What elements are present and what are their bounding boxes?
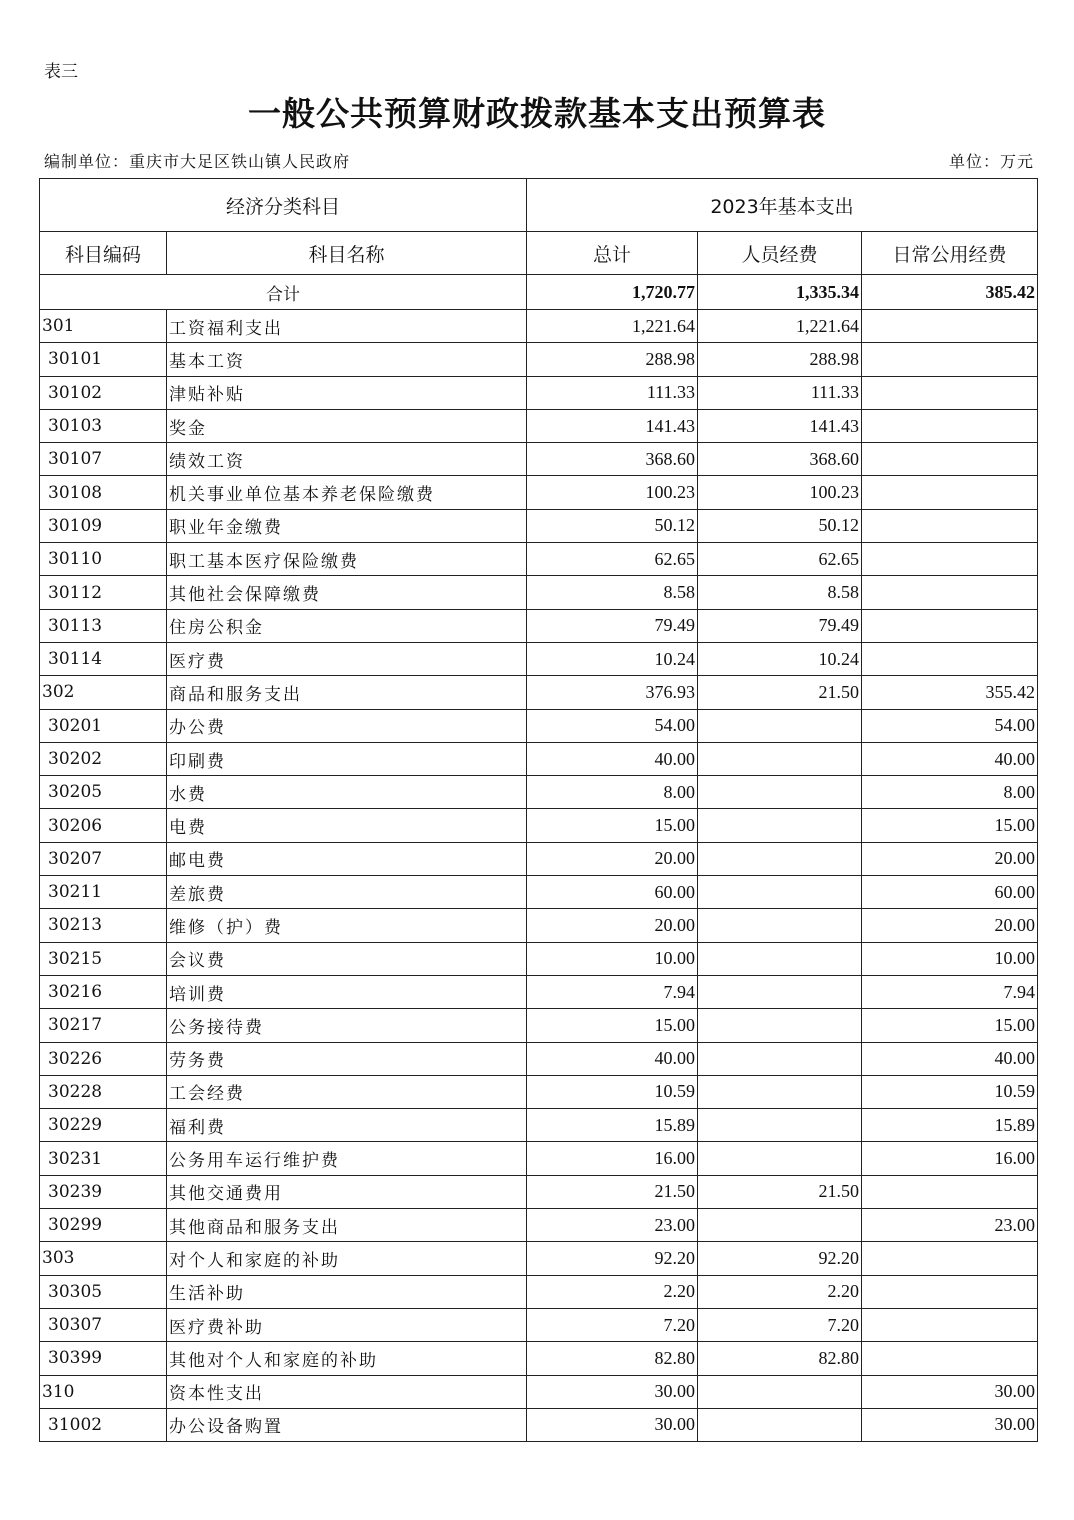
table-row bbox=[40, 1275, 1038, 1308]
personnel-amount bbox=[698, 876, 862, 909]
account-code: 30114 bbox=[40, 642, 167, 675]
total-amount: 50.12 bbox=[527, 509, 698, 542]
account-name: 工资福利支出 bbox=[167, 310, 527, 343]
account-code: 30211 bbox=[40, 876, 167, 909]
public-amount: 355.42 bbox=[862, 676, 1038, 709]
public-amount: 7.94 bbox=[862, 975, 1038, 1008]
public-amount bbox=[862, 476, 1038, 509]
personnel-amount bbox=[698, 909, 862, 942]
account-code: 30112 bbox=[40, 576, 167, 609]
table-row bbox=[40, 1075, 1038, 1108]
table-row bbox=[40, 343, 1038, 376]
total-amount: 100.23 bbox=[527, 476, 698, 509]
personnel-amount: 368.60 bbox=[698, 443, 862, 476]
personnel-amount: 10.24 bbox=[698, 642, 862, 675]
total-amount: 288.98 bbox=[527, 343, 698, 376]
total-amount: 21.50 bbox=[527, 1175, 698, 1208]
public-amount: 15.00 bbox=[862, 1009, 1038, 1042]
total-amount: 8.58 bbox=[527, 576, 698, 609]
public-amount bbox=[862, 1308, 1038, 1341]
total-amount: 30.00 bbox=[527, 1408, 698, 1441]
table-row bbox=[40, 1242, 1038, 1275]
personnel-amount bbox=[698, 809, 862, 842]
account-code: 30217 bbox=[40, 1009, 167, 1042]
account-name: 生活补助 bbox=[167, 1275, 527, 1308]
total-amount: 40.00 bbox=[527, 742, 698, 775]
table-row bbox=[40, 1175, 1038, 1208]
total-amount: 8.00 bbox=[527, 776, 698, 809]
total-amount: 376.93 bbox=[527, 676, 698, 709]
account-name: 维修（护）费 bbox=[167, 909, 527, 942]
account-name: 机关事业单位基本养老保险缴费 bbox=[167, 476, 527, 509]
personnel-amount bbox=[698, 1109, 862, 1142]
account-name: 工会经费 bbox=[167, 1075, 527, 1108]
total-amount: 10.59 bbox=[527, 1075, 698, 1108]
account-code: 30299 bbox=[40, 1209, 167, 1242]
account-name: 差旅费 bbox=[167, 876, 527, 909]
table-row bbox=[40, 1308, 1038, 1341]
personnel-amount bbox=[698, 742, 862, 775]
public-amount: 60.00 bbox=[862, 876, 1038, 909]
account-code: 30215 bbox=[40, 942, 167, 975]
table-row bbox=[40, 1042, 1038, 1075]
total-amount: 15.89 bbox=[527, 1109, 698, 1142]
account-name: 公务用车运行维护费 bbox=[167, 1142, 527, 1175]
personnel-amount: 141.43 bbox=[698, 409, 862, 442]
account-code: 30206 bbox=[40, 809, 167, 842]
personnel-amount: 21.50 bbox=[698, 676, 862, 709]
account-code: 303 bbox=[40, 1242, 167, 1275]
personnel-amount: 7.20 bbox=[698, 1308, 862, 1341]
account-name: 印刷费 bbox=[167, 742, 527, 775]
public-amount bbox=[862, 509, 1038, 542]
public-amount: 20.00 bbox=[862, 842, 1038, 875]
total-amount: 111.33 bbox=[527, 376, 698, 409]
table-row bbox=[40, 809, 1038, 842]
total-amount: 16.00 bbox=[527, 1142, 698, 1175]
header-row-group bbox=[40, 179, 1038, 232]
public-amount: 15.89 bbox=[862, 1109, 1038, 1142]
page-title: 一般公共预算财政拨款基本支出预算表 bbox=[248, 94, 826, 133]
table-row bbox=[40, 543, 1038, 576]
public-amount: 15.00 bbox=[862, 809, 1038, 842]
compiler-unit-label: 编制单位：重庆市大足区铁山镇人民政府 bbox=[44, 152, 351, 171]
account-name: 其他社会保障缴费 bbox=[167, 576, 527, 609]
account-code: 30101 bbox=[40, 343, 167, 376]
total-amount: 82.80 bbox=[527, 1342, 698, 1375]
total-amount: 141.43 bbox=[527, 409, 698, 442]
personnel-amount bbox=[698, 776, 862, 809]
account-name: 其他交通费用 bbox=[167, 1175, 527, 1208]
account-name: 绩效工资 bbox=[167, 443, 527, 476]
total-amount: 15.00 bbox=[527, 1009, 698, 1042]
table-row bbox=[40, 376, 1038, 409]
account-code: 30102 bbox=[40, 376, 167, 409]
account-code: 30307 bbox=[40, 1308, 167, 1341]
total-amount: 30.00 bbox=[527, 1375, 698, 1408]
account-code: 302 bbox=[40, 676, 167, 709]
personnel-amount: 79.49 bbox=[698, 609, 862, 642]
personnel-amount bbox=[698, 1408, 862, 1441]
account-name: 职工基本医疗保险缴费 bbox=[167, 543, 527, 576]
total-row bbox=[40, 275, 1038, 310]
account-name: 电费 bbox=[167, 809, 527, 842]
table-row bbox=[40, 876, 1038, 909]
table-row bbox=[40, 942, 1038, 975]
account-name: 医疗费 bbox=[167, 642, 527, 675]
account-name: 办公设备购置 bbox=[167, 1408, 527, 1441]
account-name: 医疗费补助 bbox=[167, 1308, 527, 1341]
account-name: 公务接待费 bbox=[167, 1009, 527, 1042]
personnel-amount: 2.20 bbox=[698, 1275, 862, 1308]
header-name: 科目名称 bbox=[167, 232, 527, 275]
header-year-group: 2023年基本支出 bbox=[527, 179, 1038, 232]
personnel-amount bbox=[698, 1042, 862, 1075]
personnel-amount bbox=[698, 842, 862, 875]
personnel-amount bbox=[698, 1142, 862, 1175]
total-amount: 23.00 bbox=[527, 1209, 698, 1242]
account-name: 劳务费 bbox=[167, 1042, 527, 1075]
public-amount bbox=[862, 343, 1038, 376]
account-code: 30231 bbox=[40, 1142, 167, 1175]
personnel-amount bbox=[698, 709, 862, 742]
personnel-amount: 111.33 bbox=[698, 376, 862, 409]
table-row bbox=[40, 1109, 1038, 1142]
account-code: 30399 bbox=[40, 1342, 167, 1375]
page-label: 表三 bbox=[44, 62, 78, 82]
total-amount: 10.00 bbox=[527, 942, 698, 975]
personnel-amount: 100.23 bbox=[698, 476, 862, 509]
account-name: 职业年金缴费 bbox=[167, 509, 527, 542]
total-amount: 54.00 bbox=[527, 709, 698, 742]
total-amount: 92.20 bbox=[527, 1242, 698, 1275]
table-row bbox=[40, 609, 1038, 642]
total-amount: 15.00 bbox=[527, 809, 698, 842]
account-code: 30103 bbox=[40, 409, 167, 442]
public-amount bbox=[862, 310, 1038, 343]
table-row bbox=[40, 709, 1038, 742]
table-row bbox=[40, 1009, 1038, 1042]
account-code: 30110 bbox=[40, 543, 167, 576]
personnel-amount: 92.20 bbox=[698, 1242, 862, 1275]
public-amount bbox=[862, 576, 1038, 609]
account-code: 30216 bbox=[40, 975, 167, 1008]
account-code: 30113 bbox=[40, 609, 167, 642]
table-row bbox=[40, 310, 1038, 343]
account-code: 30205 bbox=[40, 776, 167, 809]
total-amount: 79.49 bbox=[527, 609, 698, 642]
personnel-amount: 288.98 bbox=[698, 343, 862, 376]
total-amount: 20.00 bbox=[527, 909, 698, 942]
personnel-amount bbox=[698, 1375, 862, 1408]
account-code: 30229 bbox=[40, 1109, 167, 1142]
header-econ-category: 经济分类科目 bbox=[40, 179, 527, 232]
total-amount: 368.60 bbox=[527, 443, 698, 476]
total-public: 385.42 bbox=[862, 275, 1038, 310]
account-name: 商品和服务支出 bbox=[167, 676, 527, 709]
account-code: 310 bbox=[40, 1375, 167, 1408]
total-amount: 20.00 bbox=[527, 842, 698, 875]
total-amount: 1,221.64 bbox=[527, 310, 698, 343]
account-code: 30108 bbox=[40, 476, 167, 509]
total-personnel: 1,335.34 bbox=[698, 275, 862, 310]
currency-unit-label: 单位：万元 bbox=[948, 152, 1034, 171]
table-row bbox=[40, 842, 1038, 875]
account-code: 301 bbox=[40, 310, 167, 343]
table-row bbox=[40, 1209, 1038, 1242]
table-row bbox=[40, 509, 1038, 542]
personnel-amount bbox=[698, 975, 862, 1008]
account-name: 奖金 bbox=[167, 409, 527, 442]
public-amount: 40.00 bbox=[862, 1042, 1038, 1075]
account-code: 31002 bbox=[40, 1408, 167, 1441]
total-amount: 10.24 bbox=[527, 642, 698, 675]
public-amount bbox=[862, 1342, 1038, 1375]
account-name: 福利费 bbox=[167, 1109, 527, 1142]
account-code: 30109 bbox=[40, 509, 167, 542]
public-amount bbox=[862, 642, 1038, 675]
personnel-amount: 21.50 bbox=[698, 1175, 862, 1208]
account-name: 其他对个人和家庭的补助 bbox=[167, 1342, 527, 1375]
public-amount bbox=[862, 376, 1038, 409]
public-amount: 54.00 bbox=[862, 709, 1038, 742]
public-amount: 20.00 bbox=[862, 909, 1038, 942]
total-amount: 40.00 bbox=[527, 1042, 698, 1075]
public-amount bbox=[862, 409, 1038, 442]
header-total: 总计 bbox=[527, 232, 698, 275]
table-row bbox=[40, 409, 1038, 442]
account-name: 资本性支出 bbox=[167, 1375, 527, 1408]
total-amount: 60.00 bbox=[527, 876, 698, 909]
account-name: 其他商品和服务支出 bbox=[167, 1209, 527, 1242]
table-row bbox=[40, 642, 1038, 675]
personnel-amount: 50.12 bbox=[698, 509, 862, 542]
public-amount: 10.00 bbox=[862, 942, 1038, 975]
table-row bbox=[40, 576, 1038, 609]
public-amount: 16.00 bbox=[862, 1142, 1038, 1175]
personnel-amount: 82.80 bbox=[698, 1342, 862, 1375]
public-amount bbox=[862, 609, 1038, 642]
table-row bbox=[40, 1342, 1038, 1375]
account-code: 30202 bbox=[40, 742, 167, 775]
personnel-amount: 62.65 bbox=[698, 543, 862, 576]
public-amount: 8.00 bbox=[862, 776, 1038, 809]
header-row-columns bbox=[40, 232, 1038, 275]
public-amount bbox=[862, 1242, 1038, 1275]
account-name: 住房公积金 bbox=[167, 609, 527, 642]
public-amount bbox=[862, 1175, 1038, 1208]
account-code: 30213 bbox=[40, 909, 167, 942]
total-label: 合计 bbox=[40, 275, 527, 310]
table-row bbox=[40, 975, 1038, 1008]
account-name: 培训费 bbox=[167, 975, 527, 1008]
account-name: 津贴补贴 bbox=[167, 376, 527, 409]
header-public: 日常公用经费 bbox=[862, 232, 1038, 275]
table-row bbox=[40, 909, 1038, 942]
public-amount: 40.00 bbox=[862, 742, 1038, 775]
account-code: 30107 bbox=[40, 443, 167, 476]
account-code: 30228 bbox=[40, 1075, 167, 1108]
table-row bbox=[40, 676, 1038, 709]
total-amount: 7.94 bbox=[527, 975, 698, 1008]
account-code: 30239 bbox=[40, 1175, 167, 1208]
table-row bbox=[40, 1375, 1038, 1408]
personnel-amount bbox=[698, 1009, 862, 1042]
table-row bbox=[40, 443, 1038, 476]
table-row bbox=[40, 776, 1038, 809]
personnel-amount bbox=[698, 1209, 862, 1242]
account-code: 30207 bbox=[40, 842, 167, 875]
personnel-amount bbox=[698, 1075, 862, 1108]
public-amount bbox=[862, 443, 1038, 476]
table-row bbox=[40, 1408, 1038, 1441]
public-amount bbox=[862, 1275, 1038, 1308]
account-name: 办公费 bbox=[167, 709, 527, 742]
public-amount: 23.00 bbox=[862, 1209, 1038, 1242]
account-name: 水费 bbox=[167, 776, 527, 809]
account-name: 对个人和家庭的补助 bbox=[167, 1242, 527, 1275]
account-name: 基本工资 bbox=[167, 343, 527, 376]
table-row bbox=[40, 1142, 1038, 1175]
personnel-amount: 8.58 bbox=[698, 576, 862, 609]
account-name: 邮电费 bbox=[167, 842, 527, 875]
personnel-amount: 1,221.64 bbox=[698, 310, 862, 343]
personnel-amount bbox=[698, 942, 862, 975]
account-code: 30305 bbox=[40, 1275, 167, 1308]
total-amount: 2.20 bbox=[527, 1275, 698, 1308]
header-personnel: 人员经费 bbox=[698, 232, 862, 275]
account-code: 30226 bbox=[40, 1042, 167, 1075]
total-amount: 62.65 bbox=[527, 543, 698, 576]
table-row bbox=[40, 476, 1038, 509]
header-code: 科目编码 bbox=[40, 232, 167, 275]
public-amount: 30.00 bbox=[862, 1408, 1038, 1441]
public-amount: 10.59 bbox=[862, 1075, 1038, 1108]
account-name: 会议费 bbox=[167, 942, 527, 975]
total-amount: 7.20 bbox=[527, 1308, 698, 1341]
table-row bbox=[40, 742, 1038, 775]
public-amount: 30.00 bbox=[862, 1375, 1038, 1408]
account-code: 30201 bbox=[40, 709, 167, 742]
public-amount bbox=[862, 543, 1038, 576]
budget-table bbox=[39, 178, 1038, 1442]
total-sum: 1,720.77 bbox=[527, 275, 698, 310]
